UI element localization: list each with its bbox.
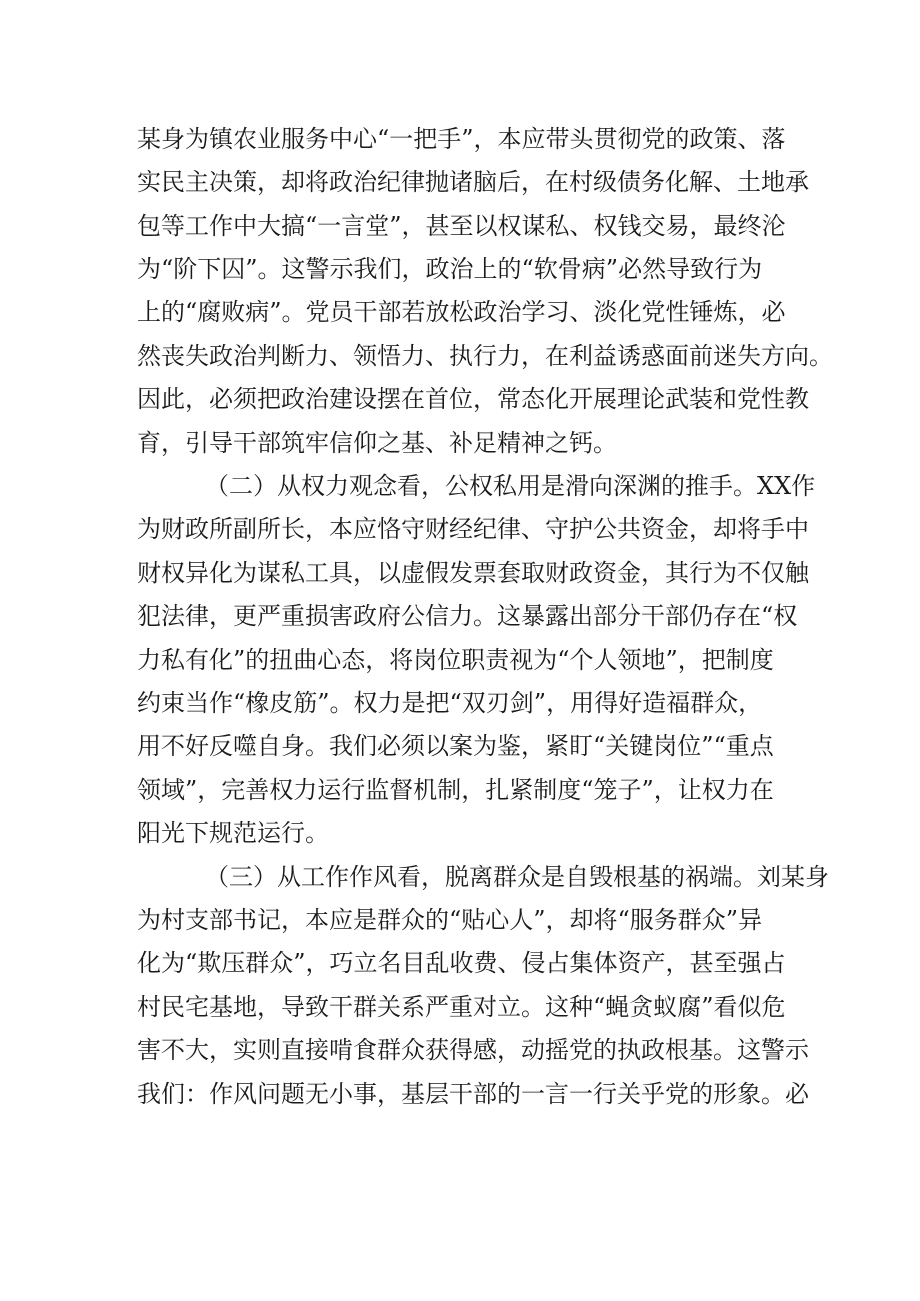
paragraph-3-line-5: 害不大，实则直接啃食群众获得感，动摇党的执政根基。这警示 <box>137 1036 809 1064</box>
paragraph-2-line-2: 为财政所副所长，本应恪守财经纪律、守护公共资金，却将手中 <box>137 515 809 543</box>
paragraph-1-line-8: 育，引导干部筑牢信仰之基、补足精神之钙。 <box>137 429 617 457</box>
paragraph-1-line-1: 某身为镇农业服务中心“一把手”，本应带头贯彻党的政策、落 <box>137 125 786 153</box>
paragraph-2-line-6: 约束当作“橡皮筋”。权力是把“双刃剑”，用得好造福群众， <box>137 689 763 717</box>
paragraph-2-line-7: 用不好反噬自身。我们必须以案为鉴，紧盯“关键岗位”“重点 <box>137 732 774 760</box>
paragraph-1-line-2: 实民主决策，却将政治纪律抛诸脑后，在村级债务化解、土地承 <box>137 168 809 196</box>
paragraph-3-line-4: 村民宅基地，导致干群关系严重对立。这种“蝇贪蚁腐”看似危 <box>137 993 786 1021</box>
paragraph-3-line-3: 化为“欺压群众”，巧立名目乱收费、侵占集体资产，甚至强占 <box>137 949 786 977</box>
paragraph-2-line-5: 力私有化”的扭曲心态，将岗位职责视为“个人领地”，把制度 <box>137 646 774 674</box>
paragraph-1-line-3: 包等工作中大搞“一言堂”，甚至以权谋私、权钱交易，最终沦 <box>137 212 786 240</box>
paragraph-2-line-3: 财权异化为谋私工具，以虚假发票套取财政资金，其行为不仅触 <box>137 559 809 587</box>
paragraph-1-line-6: 然丧失政治判断力、领悟力、执行力，在利益诱惑面前迷失方向。 <box>137 342 833 370</box>
paragraph-2-line-8: 领域”，完善权力运行监督机制，扎紧制度“笼子”，让权力在 <box>137 776 774 804</box>
paragraph-3-line-6: 我们：作风问题无小事，基层干部的一言一行关乎党的形象。必 <box>137 1080 809 1108</box>
paragraph-1-line-5: 上的“腐败病”。党员干部若放松政治学习、淡化党性锤炼，必 <box>137 298 786 326</box>
paragraph-3-line-1: （三）从工作作风看，脱离群众是自毁根基的祸端。刘某身 <box>205 863 829 891</box>
paragraph-1-line-4: 为“阶下囚”。这警示我们，政治上的“软骨病”必然导致行为 <box>137 255 763 283</box>
paragraph-2-line-9: 阳光下规范运行。 <box>137 819 329 847</box>
paragraph-3-line-2: 为村支部书记，本应是群众的“贴心人”，却将“服务群众”异 <box>137 906 763 934</box>
paragraph-2-line-4: 犯法律，更严重损害政府公信力。这暴露出部分干部仍存在“权 <box>137 602 798 630</box>
paragraph-1-line-7: 因此，必须把政治建设摆在首位，常态化开展理论武装和党性教 <box>137 385 809 413</box>
paragraph-2-line-1: （二）从权力观念看，公权私用是滑向深渊的推手。XX作 <box>205 472 816 500</box>
